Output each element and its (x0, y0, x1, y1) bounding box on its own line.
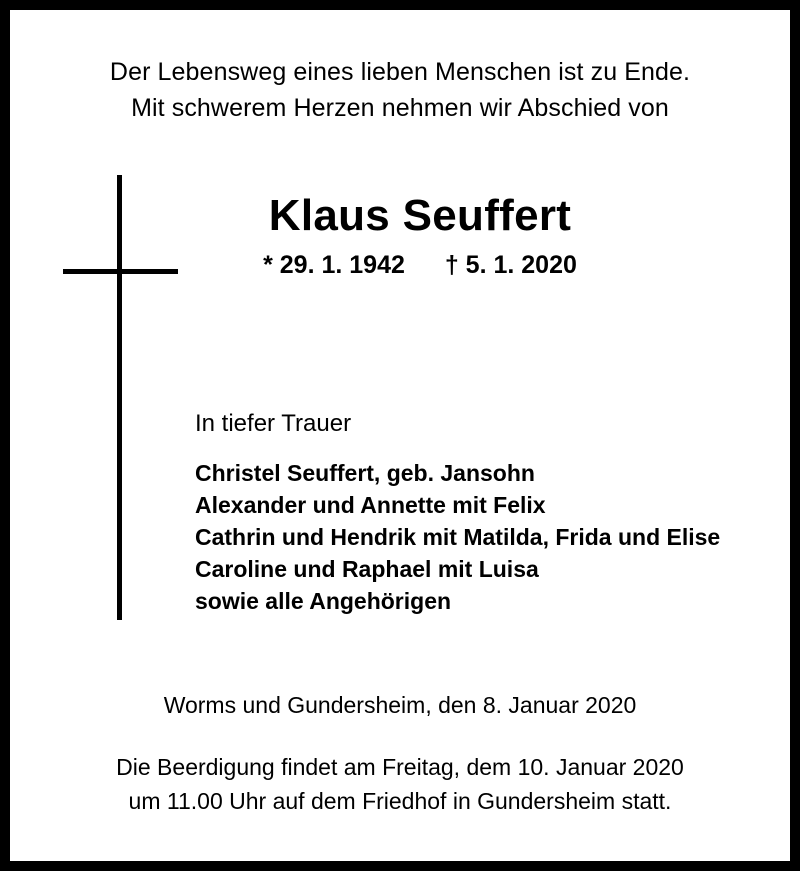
notice-footer (10, 689, 790, 818)
mourners-block (195, 408, 720, 617)
notice-header (10, 54, 790, 126)
funeral-line-1: Die Beerdigung findet am Freitag, dem 10. Januar 2020 (116, 754, 684, 780)
header-line-2: Mit schwerem Herzen nehmen wir Abschied von (131, 94, 669, 122)
death-date: 5. 1. 2020 (465, 251, 577, 279)
mourner-line: Alexander und Annette mit Felix (195, 492, 546, 518)
mourner-line: Caroline und Raphael mit Luisa (195, 556, 539, 582)
funeral-line-2: um 11.00 Uhr auf dem Friedhof in Gundersheim statt. (128, 788, 672, 814)
mourner-line: Cathrin und Hendrik mit Matilda, Frida und Elise (195, 524, 721, 550)
birth-symbol: * (263, 251, 273, 279)
mourners-intro: In tiefer Trauer (195, 410, 352, 437)
deceased-name: Klaus Seuffert (268, 191, 572, 240)
mourners-list (195, 457, 720, 617)
funeral-details (10, 750, 790, 818)
mourner-line: sowie alle Angehörigen (195, 588, 452, 614)
header-line-1: Der Lebensweg eines lieben Menschen ist zu Ende. (109, 58, 691, 86)
deceased-block (160, 190, 680, 280)
notice-inner-surface (10, 10, 790, 861)
mourner-line: Christel Seuffert, geb. Jansohn (195, 460, 535, 486)
life-dates (160, 250, 680, 280)
place-and-date: Worms und Gundersheim, den 8. Januar 2020 (163, 692, 637, 718)
death-symbol: † (444, 251, 459, 279)
birth-date: 29. 1. 1942 (279, 251, 405, 279)
cross-vertical-bar (117, 175, 122, 620)
